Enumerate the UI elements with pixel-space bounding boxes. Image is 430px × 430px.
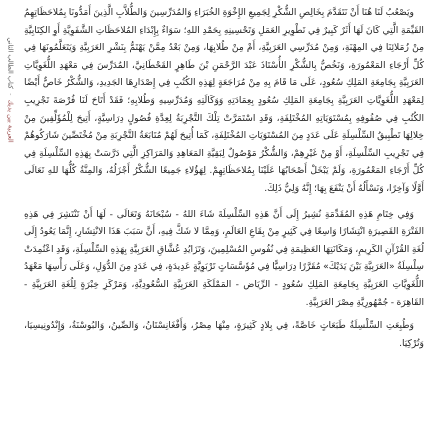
running-header bbox=[2, 30, 20, 150]
book-title: العربية بين يديك bbox=[7, 99, 16, 143]
running-header-text bbox=[7, 37, 15, 142]
book-subtitle: كتاب الطالب الثاني bbox=[7, 37, 16, 90]
body-text bbox=[24, 4, 424, 426]
paragraph-conclusion: وَفِي خِتَامِ هَذِهِ المُقَدِّمَةِ نُشِيرُ إِلَى أَنَّ هَذِهِ السِّلْسِلَةَ شَاءَ اللهُ - سُبْحَانَهُ وَتَعَالَى - لَهَا أَنْ تَنْتَشِرَ فِي هَذِهِ الفَتْرَةِ القَصِيرَةِ انْتِشَارًا وَاسِعًا فِي كَثِيرٍ مِنْ بِقَاعِ العَالَمِ، وَمِمَّا لا شَكَّ فِيهِ، أَنَّ سَبَبَ هَذَا الانْتِشَارِ، إِنَّمَا يَعُودُ إِلَى لُغَةِ القُرْآنِ الكَرِيمِ، وَمَكَانَتِهَا العَظِيمَةِ فِي نُفُوسِ المُسْلِمِينَ، وَتَزَايُدِ عُشَّاقِ العَرَبِيَّةِ بِهَذِهِ السِّلْسِلَةِ، وَقَدِ اعْتُمِدَتْ سِلْسِلَةُ «العَرَبِيَّةِ بَيْنَ يَدَيْكَ» مُقَرَّرًا دِرَاسِيًّا فِي مُؤَسَّسَاتٍ تَرْبَوِيَّةٍ عَدِيدَةٍ، فِي عَدَدٍ مِنَ الدُّوَلِ، وَعَلَى رَأْسِهَا مَعْهَدُ اللُّغَوِيَّاتِ العَرَبِيَّةِ بِجَامِعَةِ المَلِكِ سُعُودٍ - الرِّيَاض - المَمْلَكَةِ العَرَبِيَّةِ السُّعُودِيَّةِ، وَمَرْكَزِ خِبْرَةٍ لِلُغَةِ العَرَبِيَّةِ - القَاهِرَة - جُمْهُورِيَّةِ مِصْرَ العَرَبِيَّةِ. bbox=[24, 208, 424, 308]
paragraph-editions: وَطُبِعَتِ السِّلْسِلَةُ طَبَعَاتٍ خَاصَّةً، فِي بِلادٍ كَثِيرَةٍ، مِنْهَا مِصْرُ، وَأَفْغَانِسْتَانُ، وَالصِّينُ، وَالبُوسْنَةُ، وَإِنْدُونِيسِيَا، وَتُرْكِيَا. bbox=[24, 320, 424, 349]
paragraph-acknowledgements: ويَصْعُبُ لَنَا هُنَا أَنْ نَتَقَدَّمَ بِخَالِصِ الشُّكْرِ لِجَمِيعِ الإِخْوَةِ الخُبَرَاءِ وَالمُدَرِّسِينَ وَالطُّلاَّبِ الَّذِينَ أَمَدُّونَا بِمُلاحَظَاتِهِمُ القَيِّمَةِ الَّتِي كَانَ لَهَا أَثَرٌ كَبِيرٌ فِي تَطْوِيرِ العَمَلِ وَتَحْسِينِهِ بِحَمْدِ اللهِ؛ سَوَاءٌ بِإِبْدَاءِ المُلاحَظَاتِ الشَّفَوِيَّةِ أَوِ الكِتَابِيَّةِ مِنْ زُمَلائِنَا فِي المِهْنَةِ، وَمِنْ مُدَرِّسِي العَرَبِيَّةِ، أَمْ مِنْ طُلابِهَا، وَمِنْ بَعْدُ مِمَّنْ يَهْتَمُّ بِنَشْرِ العَرَبِيَّةِ وَيَتَعَلَّمُونَهَا فِي كُلِّ أَرْجَاءِ المَعْمُورَةِ، وَنَخُصُّ بِالشُّكْرِ الأُسْتَاذَ عَبْدَ الرَّحْمَنِ بْنَ طَاهِرٍ القَحْطَانِيَّ، المُدَرِّسَ فِي مَعْهَدِ اللُّغَوِيَّاتِ العَرَبِيَّةِ بِجَامِعَةِ المَلِكِ سُعُودٍ، عَلَى مَا قَامَ بِهِ مِنْ مُرَاجَعَةٍ لِهَذِهِ الكُتُبِ فِي إِصْدَارِهَا الجَدِيدِ، وَالشُّكْرُ خَاصٌّ أَيْضًا لِمَعْهَدِ اللُّغَوِيَّاتِ العَرَبِيَّةِ بِجَامِعَةِ المَلِكِ سُعُودٍ بِعِمَادَتِهِ وَوَكَالَتِهِ وَمُدَرِّسِيهِ وَطُلابِهِ؛ فَقَدْ أَتَاحَ لَنَا فُرْصَةَ تَجْرِيبِ الكُتُبِ فِي صُفُوفِهِ بِمُسْتَوَيَاتِهِ المُخْتَلِفَةِ، وَقَدِ اسْتَمَرَّتْ تِلْكَ التَّجْرِبَةُ لِعِدَّةِ فُصُولٍ دِرَاسِيَّةٍ، أَتِيحَ لِلْمُؤَلِّفِينَ مِنْ خِلالِهَا تَطْبِيقُ السِّلْسِلَةِ عَلَى عَدَدٍ مِنَ المُسْتَوَيَاتِ المُخْتَلِفَةِ، كَمَا أُتِيحَ لَهُمْ مُتَابَعَةُ التَّجْرِبَةِ مِنْ مُخْتَصِّينَ شَارَكُوهُمْ فِي تَجْرِيبِ السِّلْسِلَةِ، أَوْ مِنْ غَيْرِهِمْ، وَالشُّكْرُ مَوْصُولٌ لِبَقِيَّةِ المَعَاهِدِ وَالمَرَاكِزِ الَّتِي دَرَّسَتْ بِهَذِهِ السِّلْسِلَةِ فِي كُلِّ أَرْجَاءِ المَعْمُورَةِ، وَلَمْ يَبْخَلْ أَصْحَابُهَا عَلَيْنَا بِمُلاحَظَاتِهِمْ. لِهَؤُلاءِ جَمِيعًا الشُّكْرُ أَجْزَلُهُ، وَالمِنَّةُ كُلُّهَا للهِ تَعَالَى أَوَّلًا وَآخِرًا، وَنَسْأَلُهُ أَنْ يَنْفَعَ بِهَا؛ إِنَّهُ وَلِيُّ ذَلِكَ. bbox=[24, 7, 424, 194]
header-separator: - bbox=[7, 93, 16, 96]
